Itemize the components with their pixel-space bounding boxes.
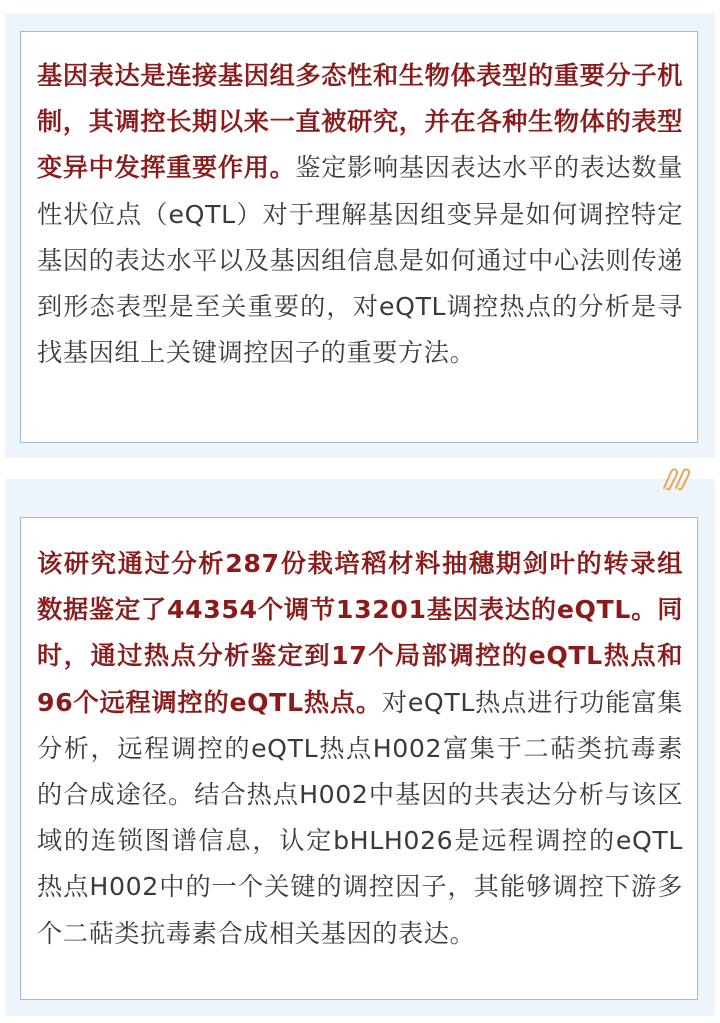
findings-paragraph [37, 541, 683, 957]
findings-body: 对eQTL热点进行功能富集分析，远程调控的eQTL热点H002富集于二萜类抗毒素的合成途径。结合热点H002中基因的共表达分析与该区域的连锁图谱信息，认定bHLH026是远程调控的eQTL热点H002中的一个关键的调控因子，其能够调控下游多个二萜类抗毒素合成相关基因的表达。 [37, 687, 683, 948]
findings-card [20, 517, 698, 1000]
intro-paragraph [37, 53, 683, 376]
intro-highlight: 基因表达是连接基因组多态性和生物体表型的重要分子机制，其调控长期以来一直被研究，并在各种生物体的表型变异中发挥重要作用。 [37, 61, 683, 183]
paperclip-icon [659, 467, 695, 493]
intro-panel [5, 13, 715, 458]
findings-highlight: 该研究通过分析287份栽培稻材料抽穗期剑叶的转录组数据鉴定了44354个调节13201基因表达的eQTL。同时，通过热点分析鉴定到17个局部调控的eQTL热点和96个远程调控的eQTL热点。 [37, 549, 683, 717]
intro-card [20, 31, 698, 443]
intro-body: 鉴定影响基因表达水平的表达数量性状位点（eQTL）对于理解基因组变异是如何调控特定基因的表达水平以及基因组信息是如何通过中心法则传递到形态表型是至关重要的，对eQTL调控热点的分析是寻找基因组上关键调控因子的重要方法。 [37, 153, 683, 368]
findings-panel [5, 479, 715, 1016]
